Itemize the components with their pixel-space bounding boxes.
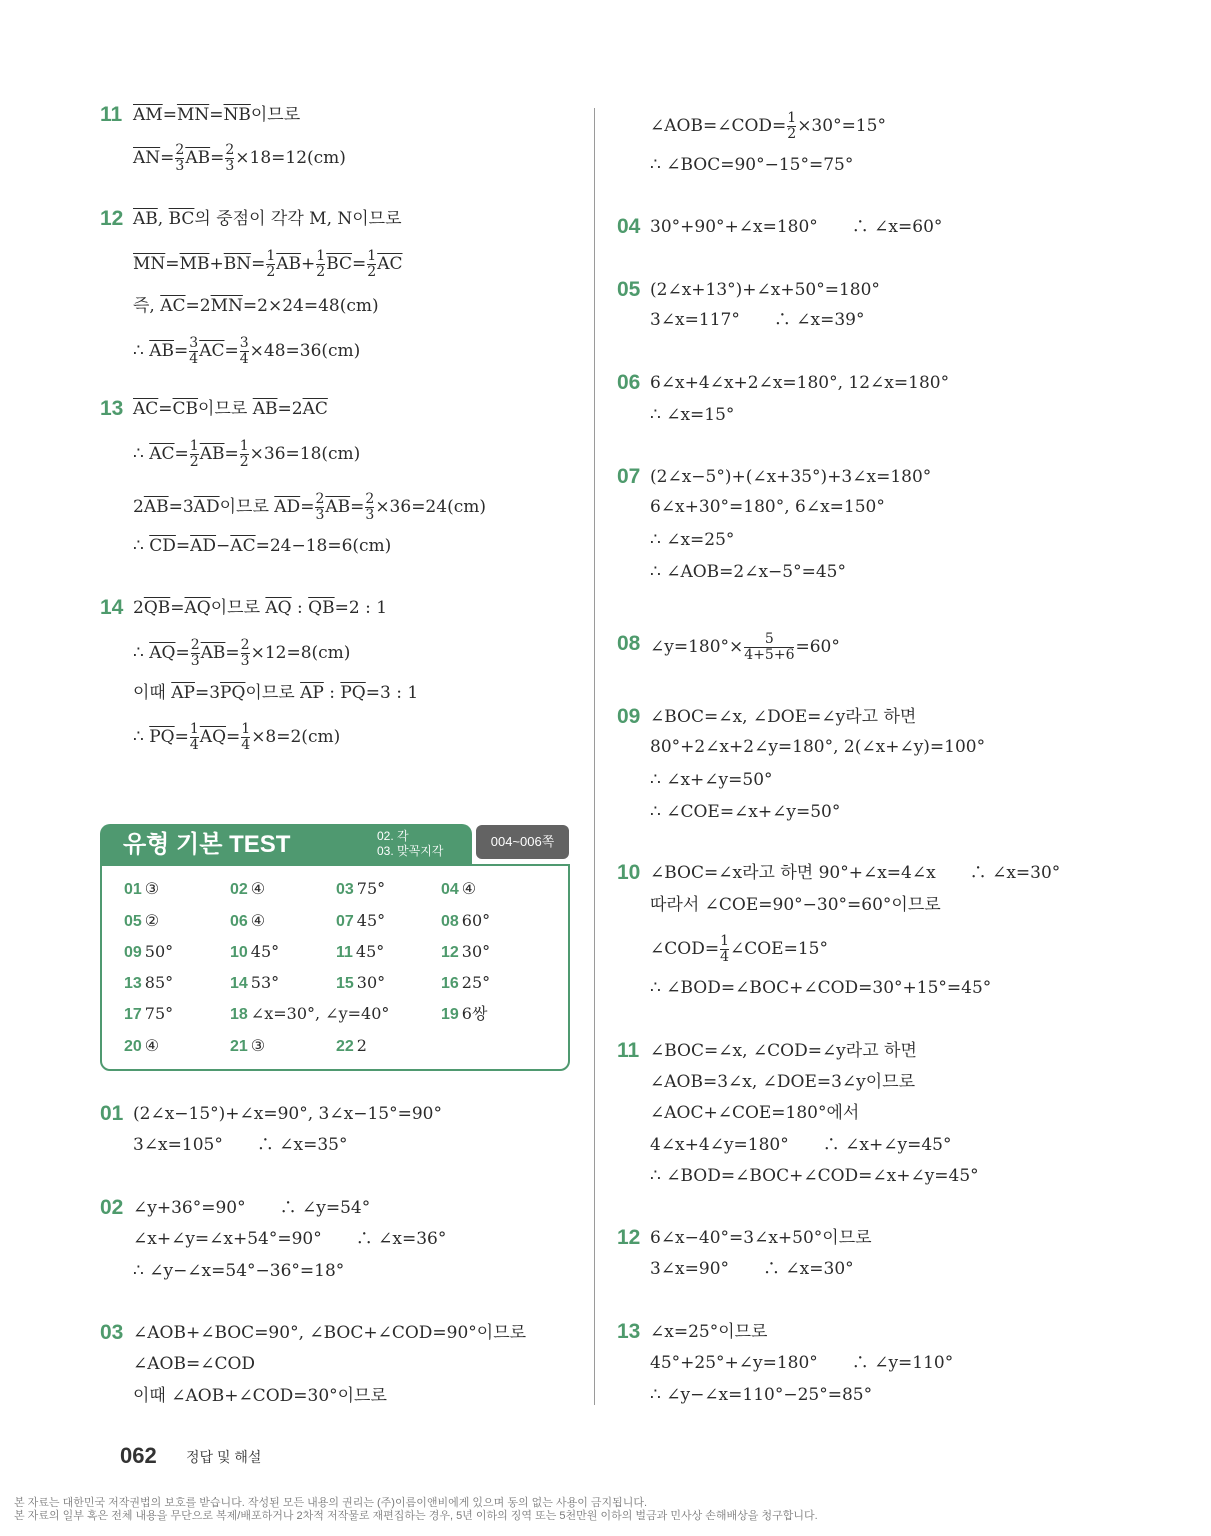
answer-item: 20 ④ [124,1036,160,1055]
summary-sections: 02. 각 03. 맞꼭지각 [377,829,444,858]
page-range-tag: 004~006쪽 [476,825,569,859]
fraction: $\frac{1}{4}$ [720,933,729,965]
answer-item: 12 30° [441,942,491,961]
solution-line: ∴ $\overline{AQ}=$ $\frac{2}{3}$ $\overline{AB}=$ $\frac{2}{3}$ ×12=8(cm) [133,637,351,669]
answer-item: 15 30° [336,973,386,992]
solution-line: 30°+90°+∠x=180° ∴ ∠x=60° [650,217,943,237]
answer-item: 13 85° [124,973,174,992]
problem-number: 12 [617,1226,641,1249]
problem-number: 05 [617,278,641,301]
solution-line: ∴ $\overline{AC}=$ $\frac{1}{2}$ $\overline{AB}=$ $\frac{1}{2}$ ×36=18(cm) [133,438,361,470]
summary-answers [100,864,570,1071]
column-divider [594,108,595,1405]
answer-item: 02 ④ [230,879,266,898]
solution-line: ∴ ∠x=15° [650,405,735,425]
summary-title: 유형 기본 TEST [123,831,291,858]
solution-line: ∴ ∠AOB=2∠x−5°=45° [650,562,846,582]
solution-line: ∠x+∠y=∠x+54°=90° ∴ ∠x=36° [133,1229,447,1249]
fraction: $\frac{1}{4}$ [189,721,199,753]
solution-line: ∴ ∠COE=∠x+∠y=50° [650,802,841,822]
problem-number: 13 [617,1320,641,1343]
answer-item: 06 ④ [230,911,266,930]
fraction: $\frac{3}{4}$ [189,335,199,367]
fraction: $\frac{1}{2}$ [266,248,276,280]
solution-line: 이때 $\overline{AP}=3\overline{PQ}$이므로 $\overline{AP}$ : $\overline{PQ}=3$ : 1 [133,683,419,703]
solution-line: (2∠x−15°)+∠x=90°, 3∠x−15°=90° [133,1104,442,1124]
solution-line: ∴ ∠BOD=∠BOC+∠COD=∠x+∠y=45° [650,1166,979,1186]
problem-number: 13 [100,397,124,420]
solution-line: ∠AOB=∠COD [133,1354,256,1374]
problem-number: 09 [617,705,641,728]
solution-line: $\overline{AN}=$ $\frac{2}{3}$ $\overline{AB}=$ $\frac{2}{3}$ ×18=12(cm) [133,142,346,174]
fraction: $\frac{1}{2}$ [367,248,377,280]
solution-line: $\overline{AM}=\overline{MN}=\overline{NB}$이므로 [133,105,301,125]
answer-item: 16 25° [441,973,491,992]
solution-line: 3∠x=117° ∴ ∠x=39° [650,310,865,330]
solution-line: (2∠x−5°)+(∠x+35°)+3∠x=180° [650,467,932,487]
fraction: $\frac{3}{4}$ [239,335,249,367]
fraction: $\frac{2}{3}$ [175,142,185,174]
solution-line: 즉, $\overline{AC}=2\overline{MN}=2\times 24=48(cm)$ [133,296,379,316]
answer-item: 19 6쌍 [441,1004,488,1023]
solution-line: $\overline{AC}=\overline{CB}$이므로 $\overline{AB}=2\overline{AC}$ [133,399,328,419]
solution-line: 6∠x+30°=180°, 6∠x=150° [650,497,885,517]
solution-line: 3∠x=105° ∴ ∠x=35° [133,1135,348,1155]
problem-number: 14 [100,596,124,619]
solution-line: ∴ ∠y−∠x=54°−36°=18° [133,1261,345,1281]
solution-line: 3∠x=90° ∴ ∠x=30° [650,1259,854,1279]
fraction: $\frac{2}{3}$ [225,142,235,174]
answer-item: 11 45° [336,942,385,961]
answer-item: 08 60° [441,911,491,930]
fraction: $\frac{2}{3}$ [240,637,250,669]
answer-item: 17 75° [124,1004,174,1023]
answer-item: 22 2 [336,1036,367,1055]
problem-number: 04 [617,215,641,238]
copyright-line: 본 자료의 일부 혹은 전체 내용을 무단으로 복제/배포하거나 2차적 저작물로 재편집하는 경우, 5년 이하의 징역 또는 5천만원 이하의 벌금과 민사상 손해배상을 청구합니다. [14,1510,818,1522]
solution-line: $2\overline{AB}=3\overline{AD}$이므로 $\overline{AD}=$ $\frac{2}{3}$ $\overline{AB}=$ $\frac{2}{3}$ ×36=24(cm) [133,491,486,523]
fraction: $\frac{2}{3}$ [315,491,325,523]
fraction: $\frac{5}{4+5+6}$ [744,631,795,663]
solution-line: 80°+2∠x+2∠y=180°, 2(∠x+∠y)=100° [650,737,986,757]
solution-line: 이때 ∠AOB+∠COD=30°이므로 [133,1386,387,1406]
solution-line: ∠y=180°× $\frac{5}{4+5+6}$ =60° [650,631,840,663]
answer-item: 07 45° [336,911,386,930]
fraction: $\frac{1}{2}$ [316,248,326,280]
solution-line: ∴ ∠x+∠y=50° [650,770,773,790]
solution-line: $\overline{AB}$, $\overline{BC}$의 중점이 각각 M, N이므로 [133,209,402,229]
solution-line: ∠BOC=∠x, ∠DOE=∠y라고 하면 [650,707,917,727]
problem-number: 06 [617,371,641,394]
solution-line: $2\overline{QB}=\overline{AQ}$이므로 $\overline{AQ}$ : $\overline{QB}=2$ : 1 [133,598,388,618]
answer-item: 10 45° [230,942,280,961]
solution-line: ∴ ∠BOD=∠BOC+∠COD=30°+15°=45° [650,978,992,998]
problem-number: 10 [617,861,641,884]
problem-number: 02 [100,1196,124,1219]
problem-number: 03 [100,1321,124,1344]
solution-line: 6∠x−40°=3∠x+50°이므로 [650,1228,872,1248]
solution-line: (2∠x+13°)+∠x+50°=180° [650,280,880,300]
solution-line: ∴ $\overline{AB}=$ $\frac{3}{4}$ $\overline{AC}=$ $\frac{3}{4}$ ×48=36(cm) [133,335,361,367]
problem-number: 01 [100,1102,124,1125]
fraction: $\frac{1}{2}$ [239,438,249,470]
solution-line: 6∠x+4∠x+2∠x=180°, 12∠x=180° [650,373,950,393]
summary-header [100,824,472,865]
problem-number: 11 [617,1039,640,1062]
solution-line: ∴ ∠BOC=90°−15°=75° [650,155,854,175]
solution-line: ∠AOC+∠COE=180°에서 [650,1103,860,1123]
problem-number: 12 [100,207,124,230]
fraction: $\frac{1}{2}$ [787,110,797,142]
solution-line: ∴ ∠y−∠x=110°−25°=85° [650,1385,873,1405]
answer-item: 09 50° [124,942,174,961]
solution-line: 45°+25°+∠y=180° ∴ ∠y=110° [650,1353,954,1373]
solution-line: ∠BOC=∠x, ∠COD=∠y라고 하면 [650,1041,917,1061]
fraction: $\frac{2}{3}$ [365,491,375,523]
solution-line: ∠BOC=∠x라고 하면 90°+∠x=4∠x ∴ ∠x=30° [650,863,1061,883]
solution-line: 4∠x+4∠y=180° ∴ ∠x+∠y=45° [650,1135,952,1155]
answer-item: 01 ③ [124,879,160,898]
fraction: $\frac{2}{3}$ [190,637,200,669]
problem-number: 08 [617,632,641,655]
copyright-line: 본 자료는 대한민국 저작권법의 보호를 받습니다. 작성된 모든 내용의 권리는 (주)이름이앤비에게 있으며 동의 없는 사용이 금지됩니다. [14,1497,648,1509]
solution-line: ∠x=25°이므로 [650,1322,768,1342]
answer-item: 18 ∠x=30°, ∠y=40° [230,1004,390,1023]
solution-line: ∠AOB=∠COD= $\frac{1}{2}$ ×30°=15° [650,110,886,142]
solution-line: ∠AOB=3∠x, ∠DOE=3∠y이므로 [650,1072,916,1092]
problem-number: 07 [617,465,641,488]
page-number: 062 [120,1443,157,1468]
answer-item: 14 53° [230,973,280,992]
answer-summary-box [100,824,570,1071]
solution-line: ∴ $\overline{PQ}=$ $\frac{1}{4}$ $\overline{AQ}=$ $\frac{1}{4}$ ×8=2(cm) [133,721,341,753]
answer-item: 04 ④ [441,879,477,898]
solution-line: ∠AOB+∠BOC=90°, ∠BOC+∠COD=90°이므로 [133,1323,527,1343]
fraction: $\frac{1}{2}$ [189,438,199,470]
problem-number: 11 [100,103,123,126]
answer-item: 03 75° [336,879,386,898]
footer-label: 정답 및 해설 [186,1449,262,1465]
fraction: $\frac{1}{4}$ [241,721,251,753]
answer-item: 05 ② [124,911,160,930]
answer-item: 21 ③ [230,1036,266,1055]
solution-line: $\overline{MN}=\overline{MB}+\overline{BN}=$ $\frac{1}{2}$ $\overline{AB}+$ $\frac{1}{2}$ $\overline{BC}=$ $\frac{1}{2}$ $\overline{AC}$ [133,248,403,280]
solution-line: 따라서 ∠COE=90°−30°=60°이므로 [650,895,941,915]
solution-line: ∴ ∠x=25° [650,530,735,550]
solution-line: ∠y+36°=90° ∴ ∠y=54° [133,1198,371,1218]
solution-line: ∴ $\overline{CD}=\overline{AD}-\overline{AC}=24-18=6(cm)$ [133,536,392,556]
solution-line: ∠COD= $\frac{1}{4}$ ∠COE=15° [650,933,828,965]
